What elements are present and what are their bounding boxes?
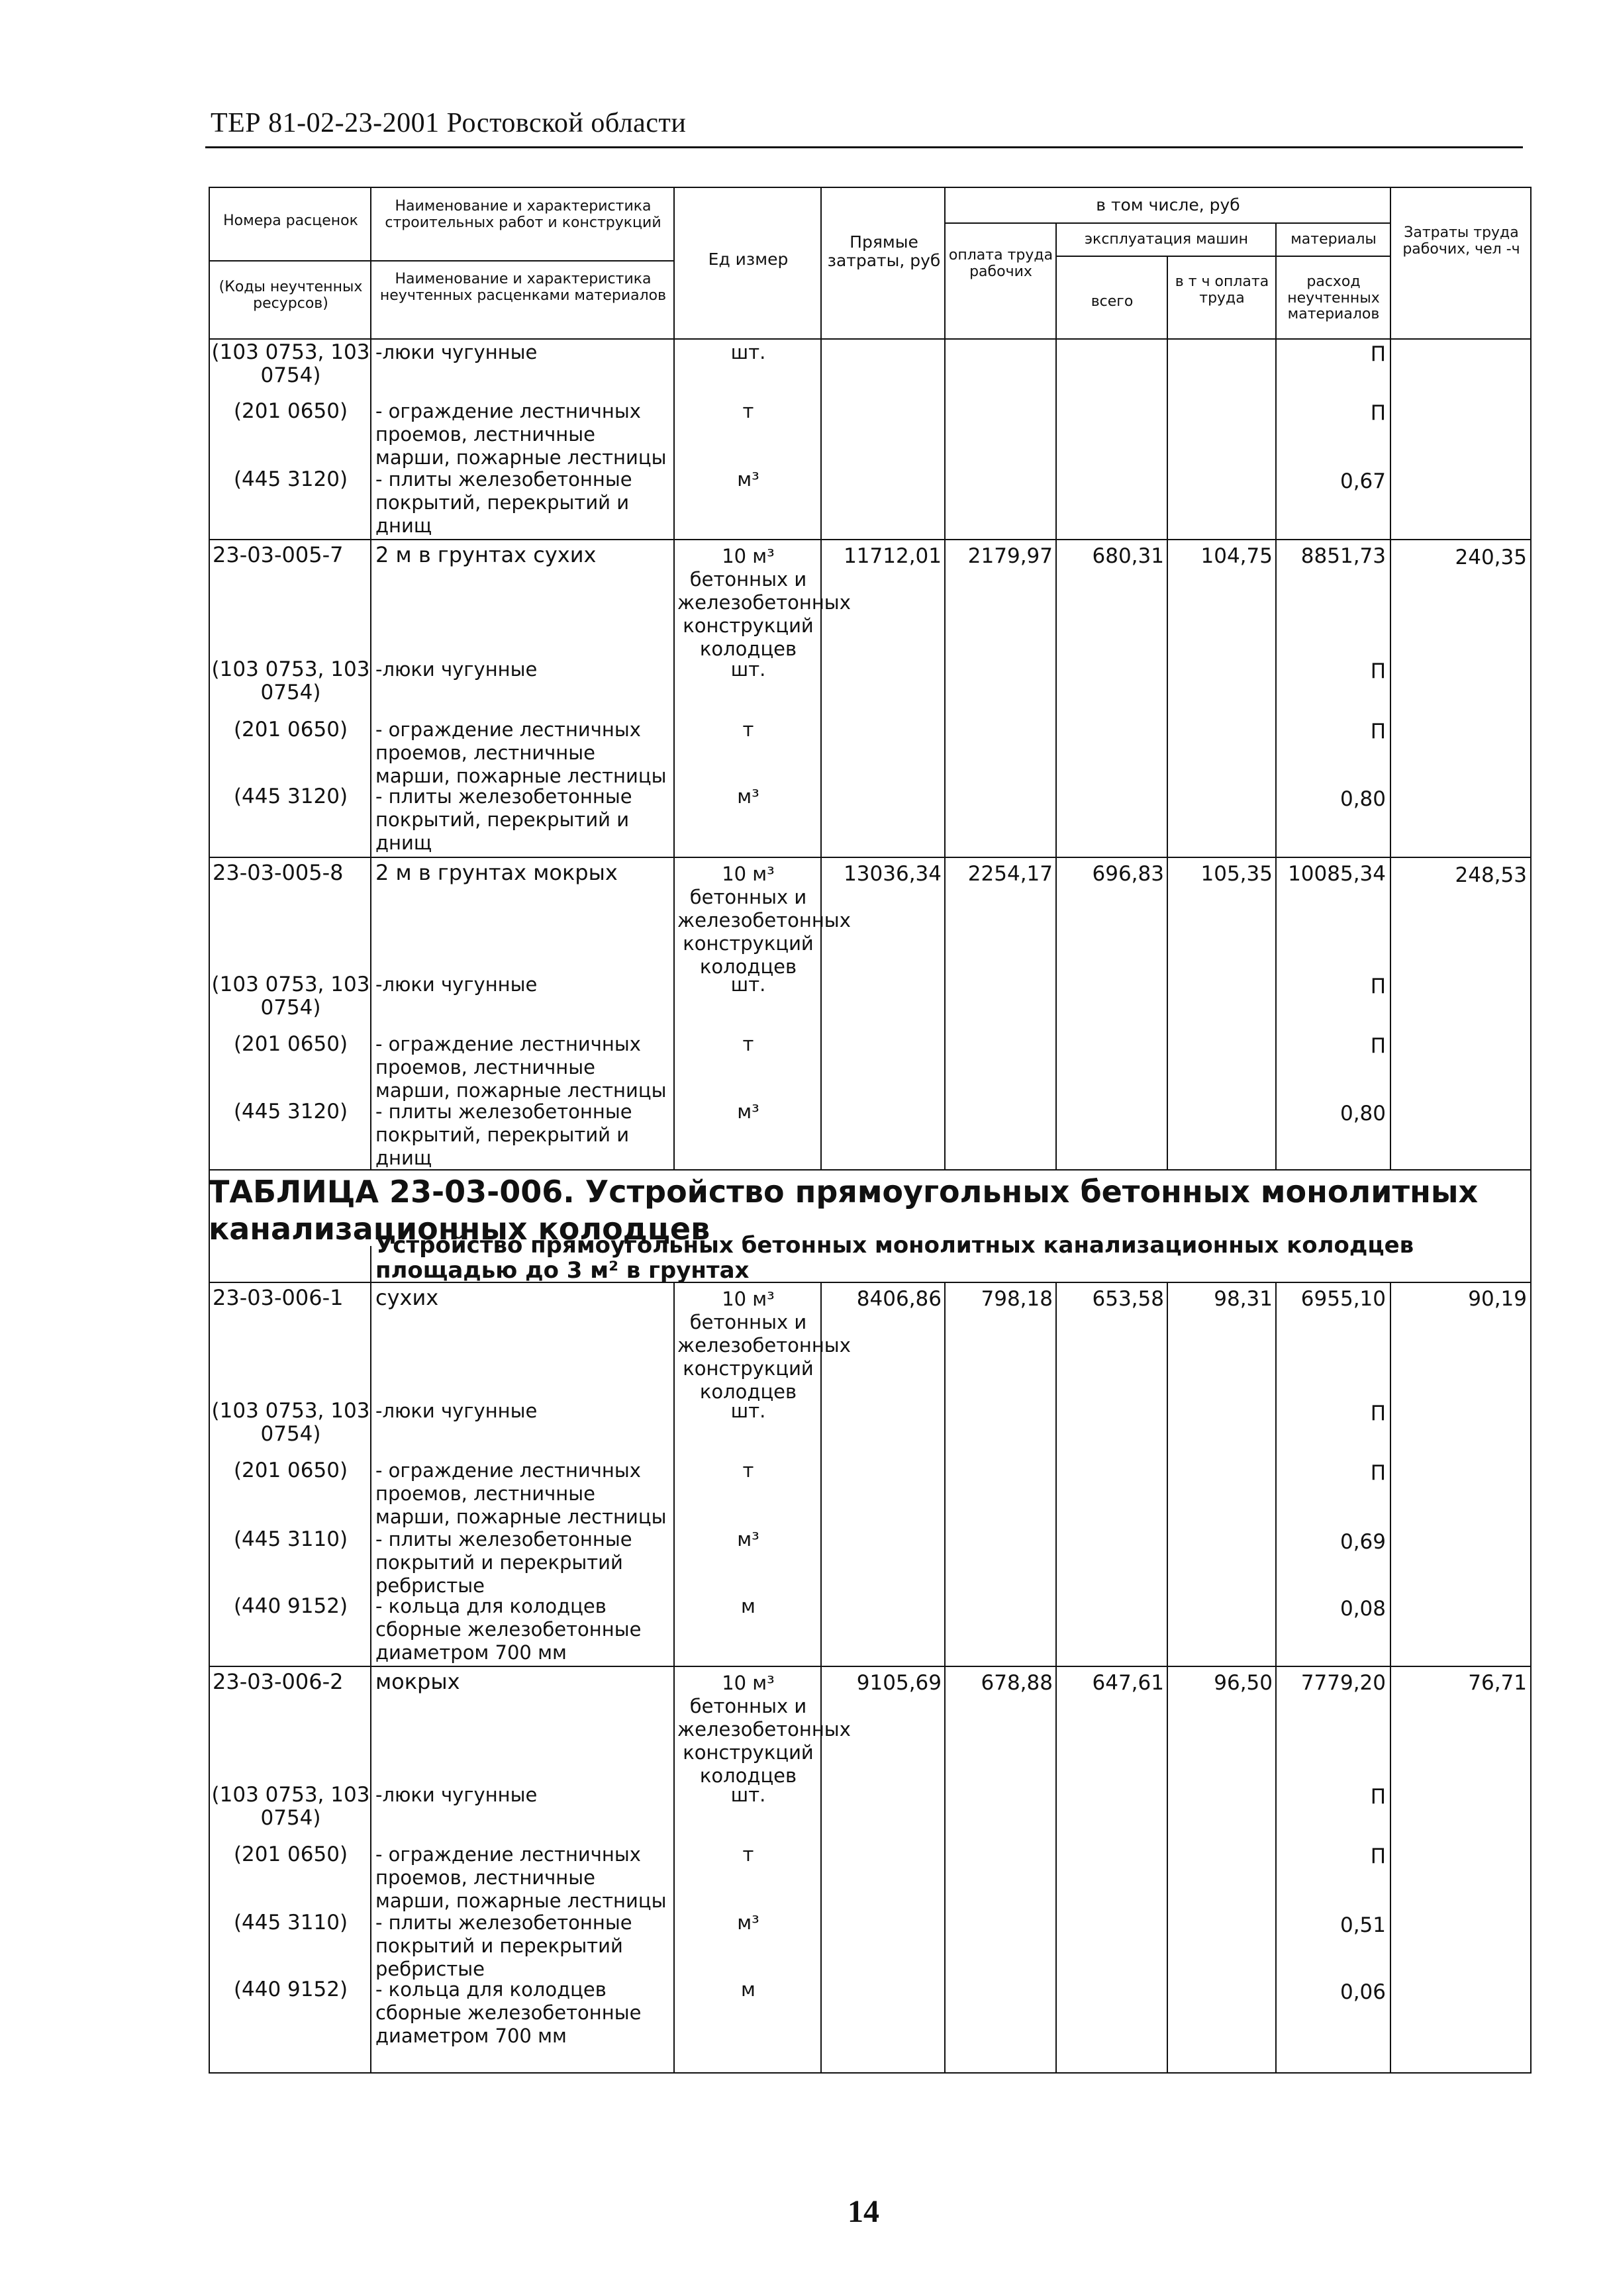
machines-total: 647,61: [1092, 1671, 1164, 1695]
resource-code: (445 3110): [233, 1527, 348, 1551]
resource-code: (103 0753, 103 0754): [211, 1783, 370, 1830]
resource-consumption: 0,08: [1339, 1597, 1386, 1621]
resource-unit: м³: [737, 468, 759, 491]
resource-unit: м³: [737, 785, 759, 808]
direct-costs: 8406,86: [856, 1287, 942, 1311]
resource-code: (445 3120): [233, 785, 348, 808]
resource-consumption: 0,06: [1339, 1980, 1386, 2004]
col-machines-total: всего: [1091, 293, 1134, 310]
direct-costs: 13036,34: [844, 862, 942, 886]
page-number: 14: [848, 2194, 879, 2229]
col-work-name: Наименование и характеристика строительных работ и конструкций: [385, 198, 661, 231]
resource-consumption: 0,80: [1339, 787, 1386, 811]
group-heading: Устройство прямоугольных бетонных монолитных канализационных колодцев площадью до 3 м² в грунтах: [375, 1232, 1414, 1284]
machines-total: 696,83: [1092, 862, 1164, 886]
machines-wages: 105,35: [1200, 862, 1273, 886]
machines-total: 680,31: [1092, 544, 1164, 568]
labor: 248,53: [1455, 863, 1527, 887]
col-including: в том числе, руб: [1096, 195, 1240, 215]
resource-name: -люки чугунные: [375, 1400, 538, 1422]
resource-consumption: 0,80: [1339, 1102, 1386, 1125]
machines-total: 653,58: [1092, 1287, 1164, 1311]
col-machines-wages: в т ч оплата труда: [1175, 273, 1269, 307]
resource-unit: м: [741, 1978, 755, 2001]
wages: 678,88: [981, 1671, 1053, 1695]
resource-name: - ограждение лестничных проемов, лестничные марши, пожарные лестницы: [375, 1033, 667, 1102]
rate-unit: 10 м³ бетонных и железобетонных конструкций колодцев: [677, 863, 851, 978]
resource-consumption: П: [1370, 659, 1386, 683]
resource-code: (445 3110): [233, 1911, 348, 1935]
resource-name: -люки чугунные: [375, 973, 538, 996]
labor: 76,71: [1468, 1671, 1527, 1695]
resource-consumption: 0,69: [1339, 1530, 1386, 1554]
resource-code: (201 0650): [233, 399, 348, 423]
price-table: [209, 187, 1532, 2074]
col-unit: Ед измер: [708, 250, 789, 269]
materials: 7779,20: [1300, 1671, 1386, 1695]
header-rule: [205, 146, 1523, 148]
resource-name: - плиты железобетонные покрытий, перекрытий и днищ: [375, 1100, 632, 1169]
resource-code: (103 0753, 103 0754): [211, 340, 370, 387]
rate-name: 2 м в грунтах мокрых: [375, 860, 618, 885]
resource-consumption: П: [1370, 1034, 1386, 1058]
resource-consumption: П: [1370, 1844, 1386, 1868]
rate-code: 23-03-005-7: [213, 542, 344, 567]
resource-consumption: П: [1370, 401, 1386, 425]
resource-code: (201 0650): [233, 1459, 348, 1482]
machines-wages: 96,50: [1214, 1671, 1273, 1695]
resource-code: (103 0753, 103 0754): [211, 973, 370, 1020]
wages: 2254,17: [967, 862, 1053, 886]
resource-consumption: П: [1370, 1402, 1386, 1425]
resource-consumption: П: [1370, 342, 1386, 366]
rate-code: 23-03-006-1: [213, 1285, 344, 1310]
resource-name: - плиты железобетонные покрытий, перекрытий и днищ: [375, 468, 632, 537]
resource-name: -люки чугунные: [375, 341, 538, 363]
running-header: ТЕР 81-02-23-2001 Ростовской области: [211, 108, 687, 138]
labor: 240,35: [1455, 546, 1527, 569]
col-wages: оплата труда рабочих: [948, 247, 1053, 280]
resource-code: (201 0650): [233, 1842, 348, 1866]
rate-unit: 10 м³ бетонных и железобетонных конструкций колодцев: [677, 1672, 851, 1787]
resource-unit: т: [742, 1459, 754, 1482]
resource-unit: т: [742, 718, 754, 741]
resource-consumption: П: [1370, 975, 1386, 998]
col-resource-name: Наименование и характеристика неучтенных расценками материалов: [379, 271, 667, 304]
materials: 6955,10: [1300, 1287, 1386, 1311]
table-title: ТАБЛИЦА 23-03-006. Устройство прямоугольных бетонных монолитных канализационных колодцев: [209, 1174, 1479, 1247]
resource-code: (103 0753, 103 0754): [211, 657, 370, 704]
materials: 8851,73: [1300, 544, 1386, 568]
wages: 798,18: [981, 1287, 1053, 1311]
wages: 2179,97: [967, 544, 1053, 568]
resource-name: - плиты железобетонные покрытий и перекрытий ребристые: [375, 1528, 632, 1597]
rate-code: 23-03-005-8: [213, 860, 344, 885]
resource-name: - плиты железобетонные покрытий и перекрытий ребристые: [375, 1911, 632, 1980]
resource-name: - ограждение лестничных проемов, лестничные марши, пожарные лестницы: [375, 1459, 667, 1528]
resource-code: (445 3120): [233, 1100, 348, 1124]
direct-costs: 9105,69: [856, 1671, 942, 1695]
rate-code: 23-03-006-2: [213, 1669, 344, 1694]
resource-consumption: 0,67: [1339, 469, 1386, 493]
resource-name: -люки чугунные: [375, 658, 538, 681]
col-materials: материалы: [1290, 231, 1377, 248]
resource-unit: шт.: [730, 1784, 766, 1806]
resource-code: (440 9152): [233, 1594, 348, 1618]
resource-unit: т: [742, 1843, 754, 1866]
rate-name: мокрых: [375, 1669, 460, 1694]
resource-unit: м³: [737, 1100, 759, 1123]
resource-name: - кольца для колодцев сборные железобетонные диаметром 700 мм: [375, 1595, 642, 1664]
rate-unit: 10 м³ бетонных и железобетонных конструкций колодцев: [677, 545, 851, 660]
resource-unit: шт.: [730, 341, 766, 363]
machines-wages: 98,31: [1214, 1287, 1273, 1311]
resource-code: (201 0650): [233, 1032, 348, 1056]
resource-unit: шт.: [730, 973, 766, 996]
resource-unit: шт.: [730, 658, 766, 681]
rate-name: 2 м в грунтах сухих: [375, 542, 597, 567]
col-resource-code: (Коды неучтенных ресурсов): [219, 279, 363, 312]
resource-name: - ограждение лестничных проемов, лестничные марши, пожарные лестницы: [375, 400, 667, 469]
resource-consumption: П: [1370, 720, 1386, 743]
resource-code: (103 0753, 103 0754): [211, 1399, 370, 1446]
resource-code: (440 9152): [233, 1978, 348, 2001]
col-materials-consumption: расход неучтенных материалов: [1287, 273, 1380, 323]
machines-wages: 104,75: [1200, 544, 1273, 568]
rate-name: сухих: [375, 1285, 439, 1310]
resource-name: - ограждение лестничных проемов, лестничные марши, пожарные лестницы: [375, 1843, 667, 1912]
rate-unit: 10 м³ бетонных и железобетонных конструкций колодцев: [677, 1288, 851, 1403]
resource-name: -люки чугунные: [375, 1784, 538, 1806]
resource-consumption: П: [1370, 1461, 1386, 1485]
resource-unit: т: [742, 1033, 754, 1055]
direct-costs: 11712,01: [844, 544, 942, 568]
resource-consumption: 0,51: [1339, 1913, 1386, 1937]
resource-code: (201 0650): [233, 718, 348, 741]
col-direct-costs: Прямые затраты, руб: [827, 232, 941, 270]
col-machines: эксплуатация машин: [1084, 231, 1249, 248]
materials: 10085,34: [1288, 862, 1386, 886]
resource-unit: м³: [737, 1528, 759, 1551]
resource-unit: т: [742, 400, 754, 422]
resource-name: - кольца для колодцев сборные железобетонные диаметром 700 мм: [375, 1978, 642, 2047]
resource-unit: шт.: [730, 1400, 766, 1422]
resource-unit: м: [741, 1595, 755, 1617]
resource-name: - ограждение лестничных проемов, лестничные марши, пожарные лестницы: [375, 718, 667, 787]
resource-name: - плиты железобетонные покрытий, перекрытий и днищ: [375, 785, 632, 854]
resource-code: (445 3120): [233, 467, 348, 491]
col-rate-code: Номера расценок: [223, 213, 358, 229]
resource-consumption: П: [1370, 1785, 1386, 1809]
col-labor: Затраты труда рабочих, чел -ч: [1402, 224, 1520, 258]
labor: 90,19: [1468, 1287, 1527, 1311]
resource-unit: м³: [737, 1911, 759, 1934]
